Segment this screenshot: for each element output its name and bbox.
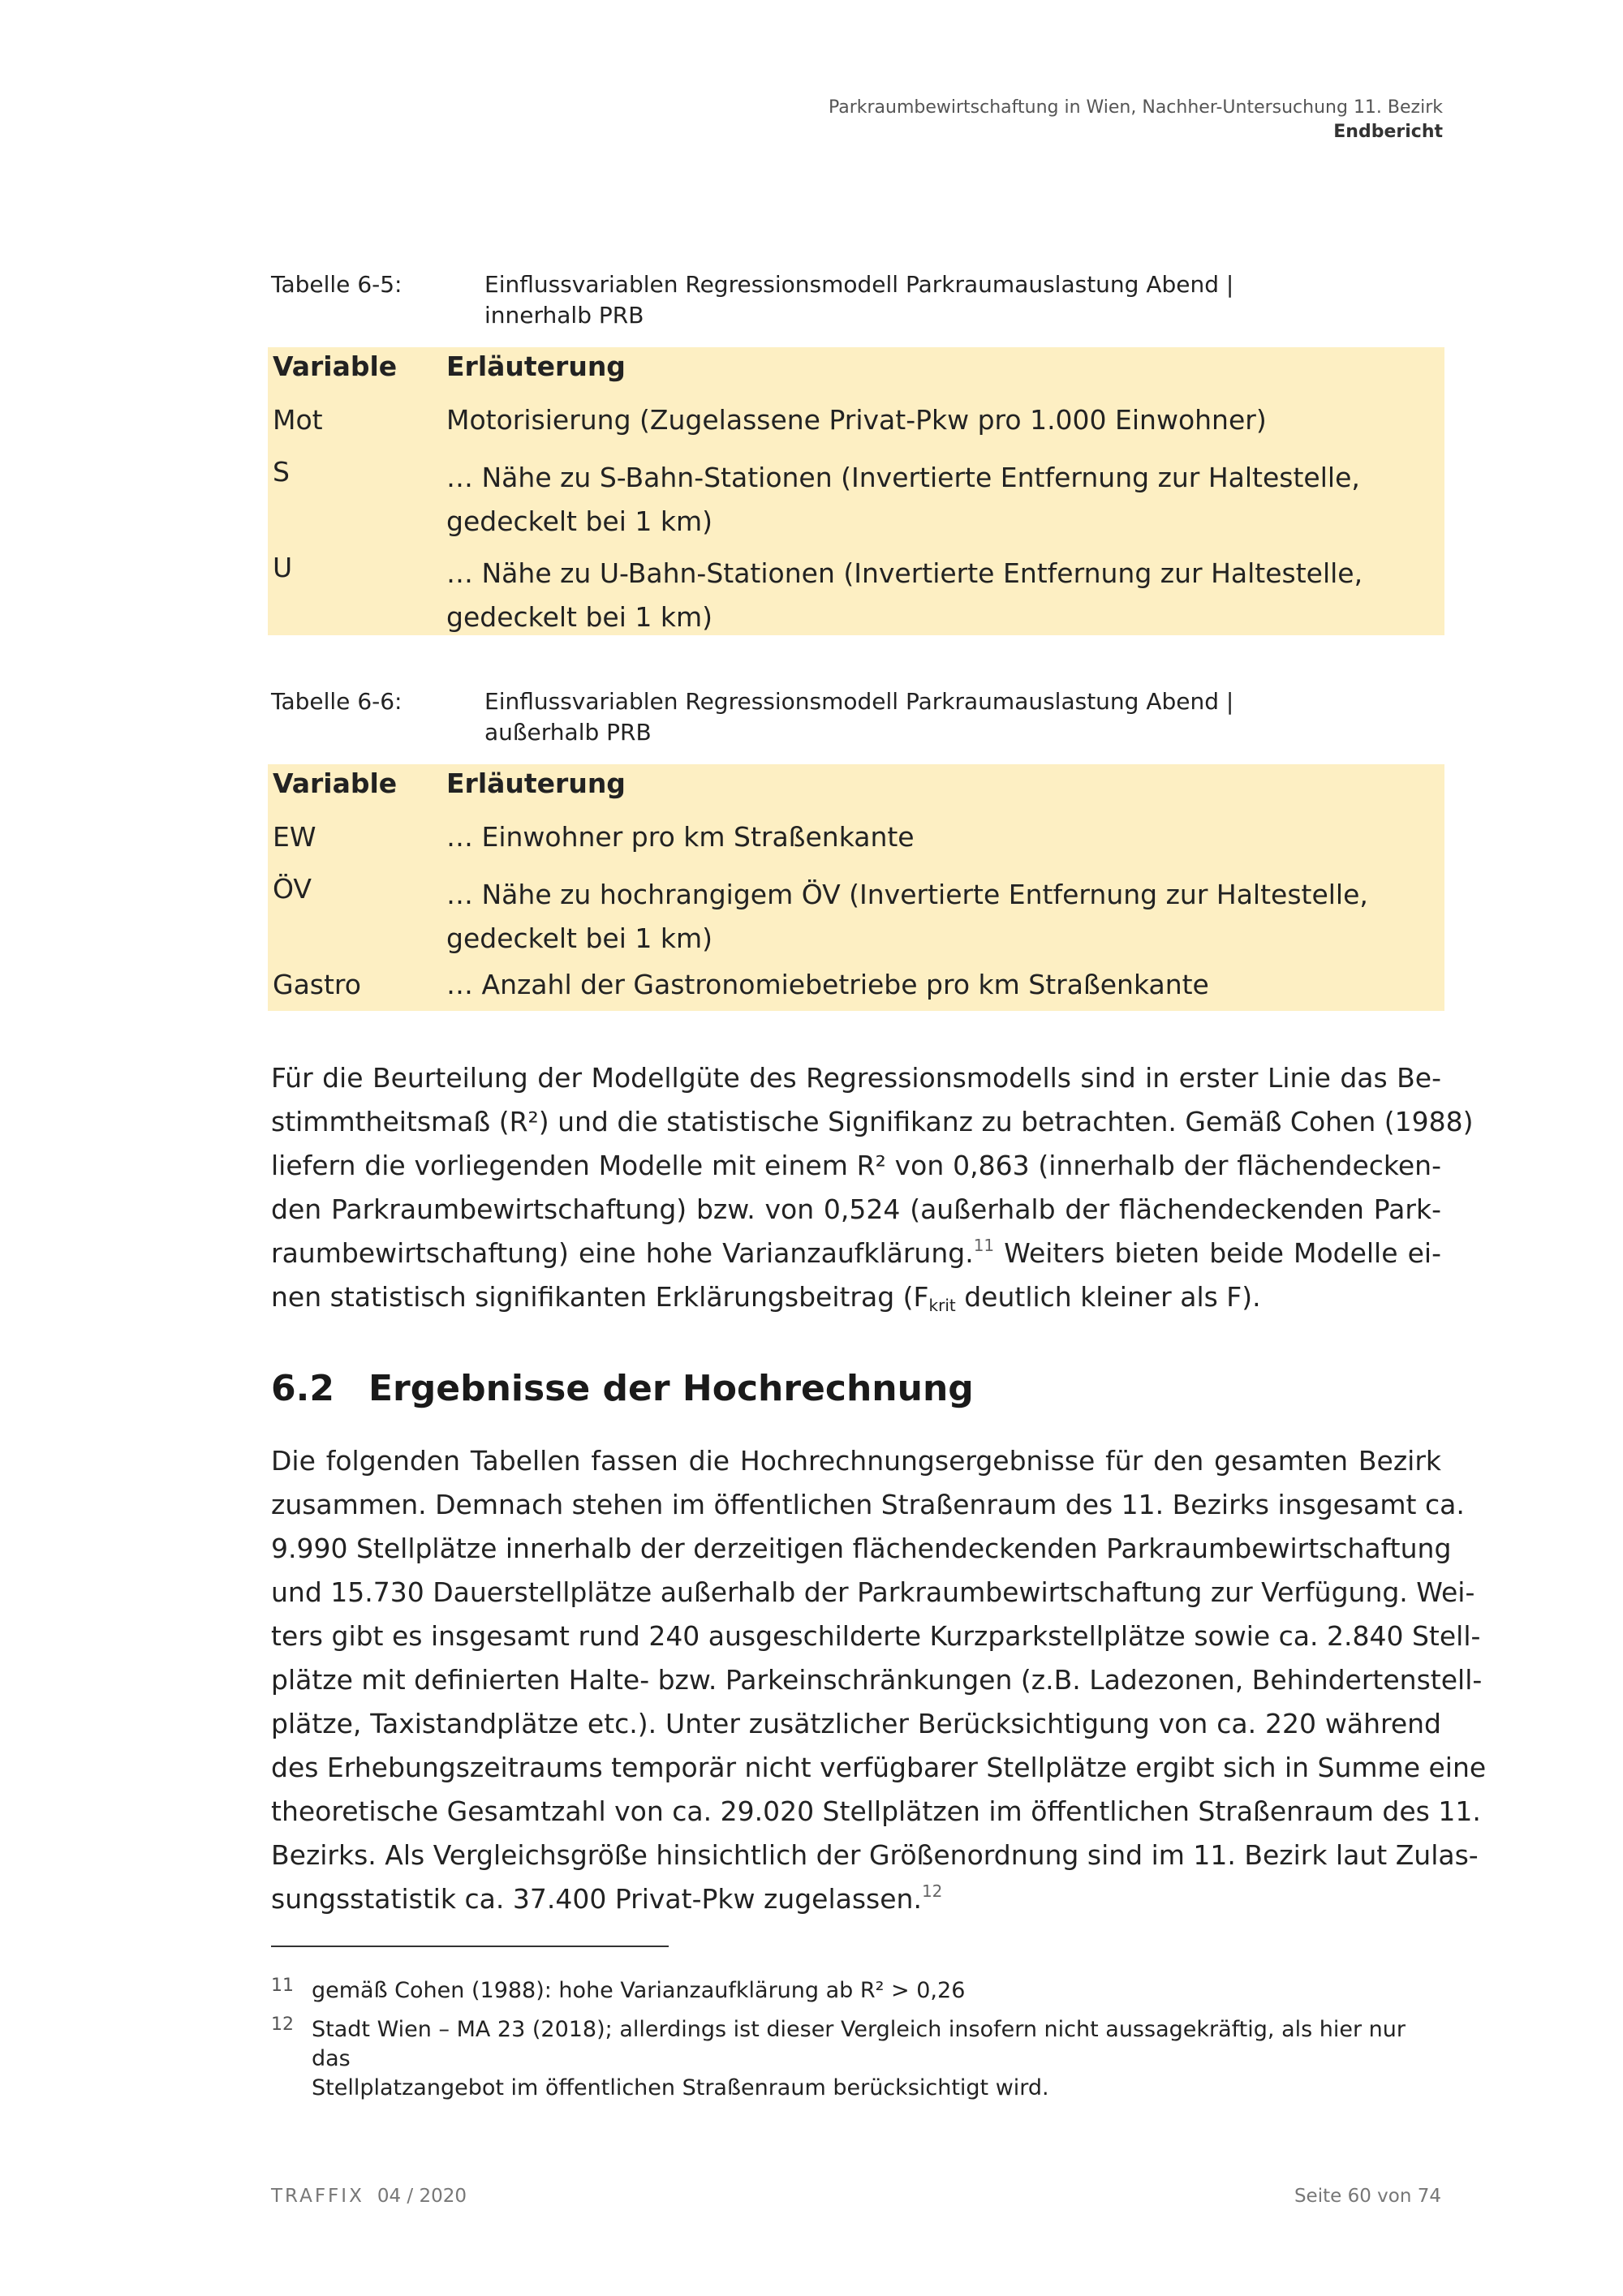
text-run: sungsstatistik ca. 37.400 Privat-Pkw zugelassen.: [271, 1883, 922, 1915]
caption-line: außerhalb PRB: [484, 719, 652, 746]
footer-date: 04 / 2020: [377, 2186, 467, 2207]
paragraph-line: liefern die vorliegenden Modelle mit einem R² von 0,863 (innerhalb der flächendecken-: [271, 1150, 1441, 1181]
table-caption-label: Tabelle 6-6:: [271, 688, 403, 715]
table-row: [268, 868, 1444, 964]
table-cell-explanation: [446, 552, 1428, 639]
page-number: Seite 60 von 74: [1294, 2186, 1441, 2207]
footnote: [271, 2014, 1440, 2100]
table-row: [268, 451, 1444, 547]
header-subtitle: Endbericht: [1333, 122, 1443, 142]
cell-line: gedeckelt bei 1 km): [446, 922, 713, 954]
table-cell-variable: Gastro: [273, 969, 361, 1000]
text-run: deutlich kleiner als F).: [955, 1281, 1261, 1313]
footnote-ref: 12: [921, 1881, 943, 1901]
table-row: [268, 816, 1444, 868]
page-header: [307, 96, 1443, 144]
cell-line: … Nähe zu S-Bahn-Stationen (Invertierte Entfernung zur Haltestelle,: [446, 462, 1360, 493]
table-caption-text: [484, 686, 1296, 748]
paragraph-line: [271, 1232, 1441, 1275]
table-cell-variable: ÖV: [273, 873, 312, 905]
caption-line: Einflussvariablen Regressionsmodell Parkraumauslastung Abend |: [484, 271, 1234, 298]
table-cell-variable: Mot: [273, 404, 323, 436]
paragraph-line: und 15.730 Dauerstellplätze außerhalb der Parkraumbewirtschaftung zur Verfügung. Wei-: [271, 1576, 1475, 1608]
caption-line: innerhalb PRB: [484, 302, 644, 329]
header-title: Parkraumbewirtschaftung in Wien, Nachher-Untersuchung 11. Bezirk: [828, 97, 1443, 118]
cell-line: … Nähe zu hochrangigem ÖV (Invertierte Entfernung zur Haltestelle,: [446, 879, 1368, 910]
footer-company: TRAFFIX: [271, 2186, 364, 2207]
cell-line: gedeckelt bei 1 km): [446, 601, 713, 633]
section-number: 6.2: [271, 1368, 334, 1409]
table-header-explanation: Erläuterung: [446, 767, 626, 799]
table-caption-label: Tabelle 6-5:: [271, 271, 403, 298]
table-caption-text: [484, 269, 1296, 331]
paragraph-line: den Parkraumbewirtschaftung) bzw. von 0,524 (außerhalb der flächendeckenden Park-: [271, 1193, 1441, 1225]
paragraph-line: zusammen. Demnach stehen im öffentlichen Straßenraum des 11. Bezirks insgesamt ca.: [271, 1489, 1465, 1520]
variables-table: [268, 347, 1444, 635]
footnote: [271, 1976, 1440, 2009]
paragraph-line: [271, 1877, 1441, 1921]
paragraph-line: ters gibt es insgesamt rund 240 ausgeschilderte Kurzparkstellplätze sowie ca. 2.840 Stell-: [271, 1620, 1481, 1652]
caption-line: Einflussvariablen Regressionsmodell Parkraumauslastung Abend |: [484, 688, 1234, 715]
footnote-line: Stellplatzangebot im öffentlichen Straßenraum berücksichtigt wird.: [312, 2075, 1049, 2100]
table-cell-variable: S: [273, 456, 290, 488]
footnote-line: Stadt Wien – MA 23 (2018); allerdings ist dieser Vergleich insofern nicht aussagekräftig, als hier nur das: [312, 2017, 1406, 2071]
paragraph-line: Bezirks. Als Vergleichsgröße hinsichtlich der Größenordnung sind im 11. Bezirk laut Zulas-: [271, 1839, 1479, 1871]
footnote-line: gemäß Cohen (1988): hohe Varianzaufklärung ab R² > 0,26: [312, 1978, 966, 2003]
paragraph-line: stimmtheitsmaß (R²) und die statistische Signifikanz zu betrachten. Gemäß Cohen (1988): [271, 1106, 1474, 1137]
paragraph-line: Die folgenden Tabellen fassen die Hochrechnungsergebnisse für den gesamten Bezirk: [271, 1445, 1441, 1477]
subscript: krit: [928, 1296, 956, 1315]
table-row: [268, 399, 1444, 451]
footnote-ref: 11: [973, 1236, 995, 1255]
paragraph-line: plätze, Taxistandplätze etc.). Unter zusätzlicher Berücksichtigung von ca. 220 während: [271, 1708, 1441, 1739]
paragraph-line: plätze mit definierten Halte- bzw. Parkeinschränkungen (z.B. Ladezonen, Behindertenstell-: [271, 1664, 1483, 1696]
table-cell-explanation: [446, 456, 1428, 544]
text-run: nen statistisch signifikanten Erklärungsbeitrag (F: [271, 1281, 929, 1313]
cell-line: gedeckelt bei 1 km): [446, 505, 713, 537]
table-cell-explanation: … Anzahl der Gastronomiebetriebe pro km Straßenkante: [446, 969, 1209, 1000]
cell-line: … Nähe zu U-Bahn-Stationen (Invertierte Entfernung zur Haltestelle,: [446, 557, 1363, 589]
table-header-variable: Variable: [273, 767, 398, 799]
variables-table: [268, 764, 1444, 1011]
table-cell-explanation: [446, 873, 1428, 961]
paragraph-line: [271, 1275, 1441, 1319]
table-caption: [271, 269, 1448, 334]
table-cell-explanation: … Einwohner pro km Straßenkante: [446, 821, 915, 853]
table-header-row: [268, 347, 1444, 399]
table-header-row: [268, 764, 1444, 816]
footnote-text: [312, 1976, 1440, 2006]
paragraph-line: 9.990 Stellplätze innerhalb der derzeitigen flächendeckenden Parkraumbewirtschaftung: [271, 1533, 1452, 1564]
page-footer-left: [271, 2186, 467, 2207]
section-title: Ergebnisse der Hochrechnung: [368, 1368, 974, 1409]
paragraph-line: Für die Beurteilung der Modellgüte des Regressionsmodells sind in erster Linie das Be-: [271, 1062, 1441, 1094]
body-paragraph: [271, 1056, 1474, 1319]
paragraph-line: des Erhebungszeitraums temporär nicht verfügbarer Stellplätze ergibt sich in Summe eine: [271, 1752, 1487, 1783]
table-caption: [271, 686, 1448, 751]
table-header-explanation: Erläuterung: [446, 350, 626, 382]
text-run: raumbewirtschaftung) eine hohe Varianzaufklärung.: [271, 1237, 974, 1269]
table-header-variable: Variable: [273, 350, 398, 382]
table-row: [268, 964, 1444, 1011]
footnote-number: 12: [271, 2014, 294, 2035]
table-cell-variable: U: [273, 552, 293, 583]
table-cell-explanation: Motorisierung (Zugelassene Privat-Pkw pro 1.000 Einwohner): [446, 404, 1267, 436]
footnote-number: 11: [271, 1976, 294, 1996]
footnote-text: [312, 2015, 1440, 2103]
body-paragraph: [271, 1439, 1487, 1921]
footnote-divider: [271, 1946, 669, 1947]
text-run: Weiters bieten beide Modelle ei-: [994, 1237, 1441, 1269]
table-cell-variable: EW: [273, 821, 316, 853]
table-row: [268, 547, 1444, 635]
paragraph-line: theoretische Gesamtzahl von ca. 29.020 Stellplätzen im öffentlichen Straßenraum des 11.: [271, 1795, 1481, 1827]
section-heading: [271, 1368, 974, 1409]
